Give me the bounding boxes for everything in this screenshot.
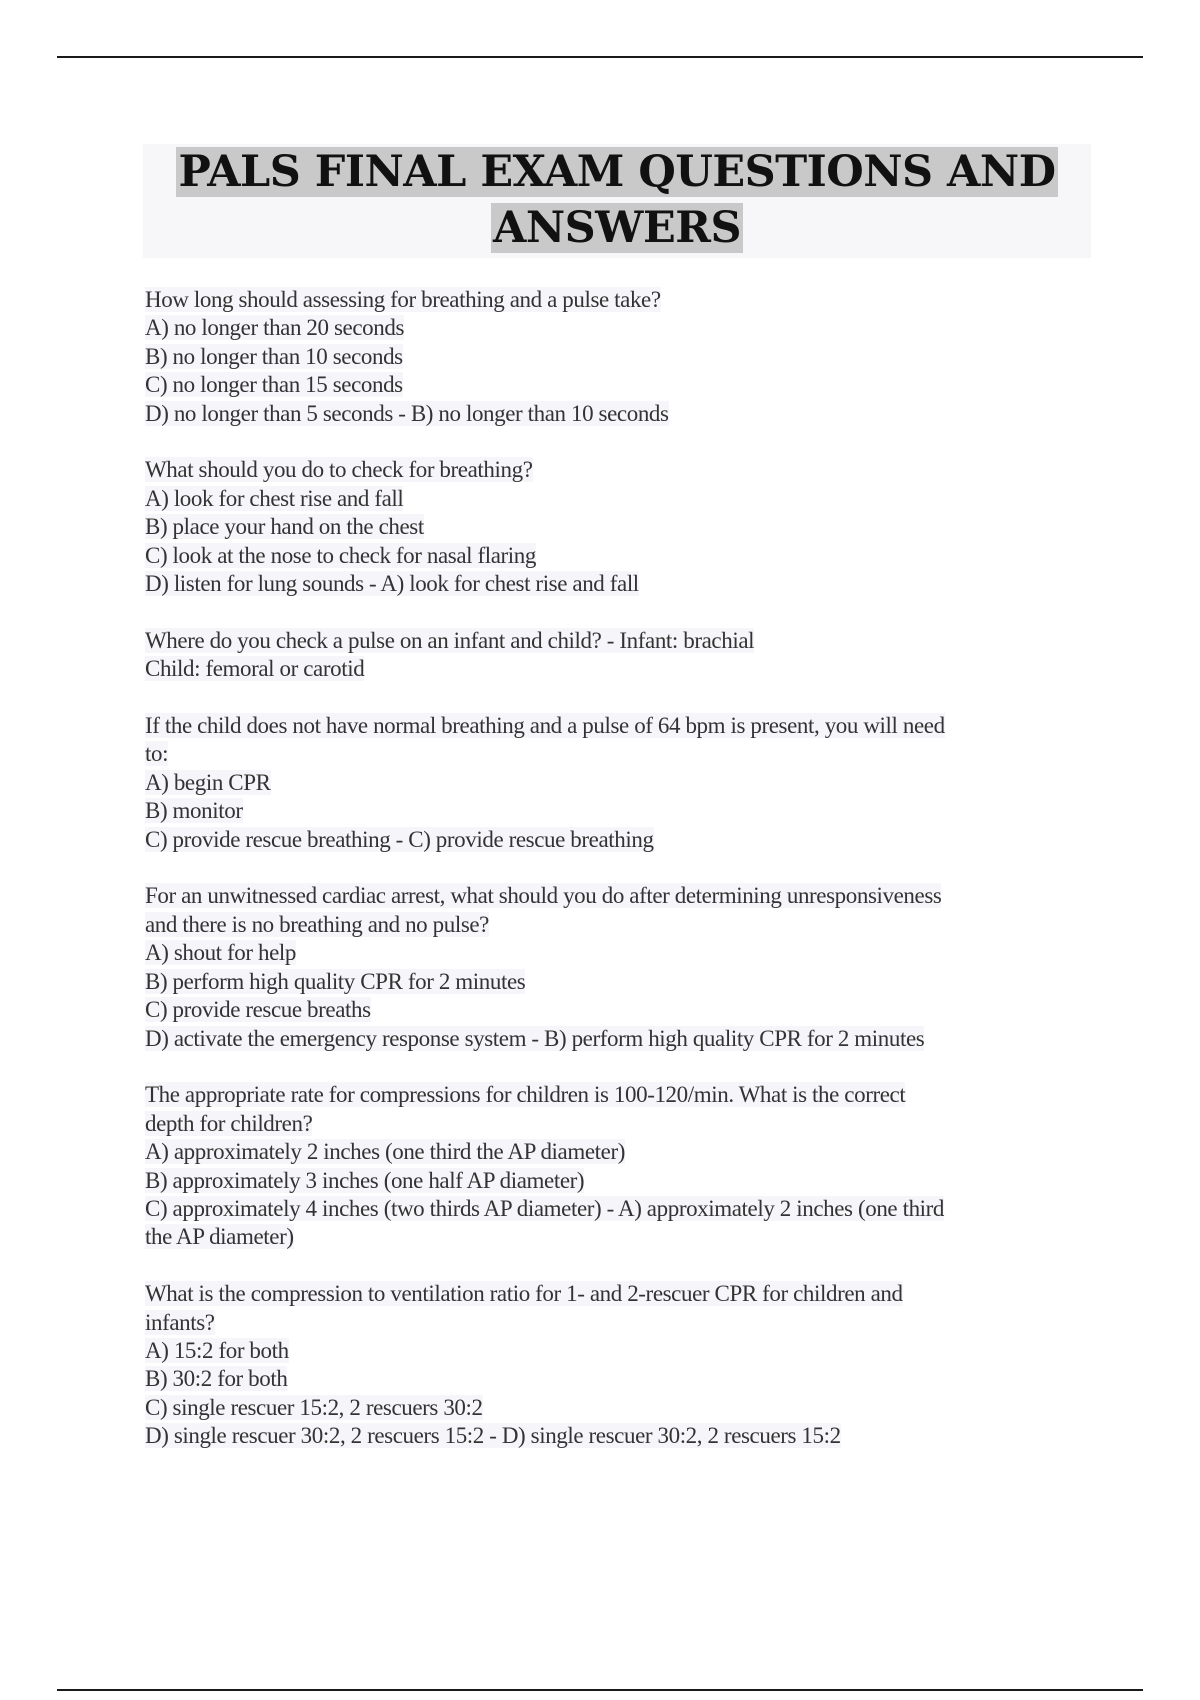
question-line bbox=[145, 1167, 1095, 1195]
line-text: C) single rescuer 15:2, 2 rescuers 30:2 bbox=[145, 1394, 483, 1420]
question-text bbox=[145, 1081, 1095, 1109]
line-text: Where do you check a pulse on an infant and child? - Infant: brachial bbox=[145, 627, 755, 653]
line-text: B) no longer than 10 seconds bbox=[145, 343, 403, 369]
line-text: to: bbox=[145, 741, 169, 767]
question-text bbox=[145, 627, 1095, 655]
line-text: For an unwitnessed cardiac arrest, what should you do after determining unresponsiveness bbox=[145, 883, 942, 909]
question-text bbox=[145, 712, 1095, 740]
question-block bbox=[145, 1081, 1095, 1251]
line-text: B) approximately 3 inches (one half AP diameter) bbox=[145, 1167, 585, 1193]
line-text: infants? bbox=[145, 1309, 215, 1335]
question-text bbox=[145, 882, 1095, 910]
question-line bbox=[145, 968, 1095, 996]
question-block bbox=[145, 456, 1095, 598]
question-block bbox=[145, 712, 1095, 854]
question-line bbox=[145, 740, 1095, 768]
line-text: If the child does not have normal breathing and a pulse of 64 bpm is present, you will need bbox=[145, 713, 945, 739]
line-text: D) no longer than 5 seconds - B) no longer than 10 seconds bbox=[145, 400, 669, 426]
line-text: A) approximately 2 inches (one third the AP diameter) bbox=[145, 1139, 625, 1165]
line-text: How long should assessing for breathing and a pulse take? bbox=[145, 287, 661, 312]
question-block bbox=[145, 286, 1095, 428]
document-title bbox=[143, 144, 1091, 256]
question-line bbox=[145, 400, 1095, 428]
line-text: A) begin CPR bbox=[145, 769, 271, 795]
title-line-2: ANSWERS bbox=[492, 203, 742, 253]
header-rule bbox=[57, 56, 1143, 58]
line-text: C) provide rescue breaths bbox=[145, 997, 371, 1023]
line-text: A) shout for help bbox=[145, 940, 296, 966]
question-line bbox=[145, 570, 1095, 598]
line-text: A) look for chest rise and fall bbox=[145, 485, 404, 511]
question-line bbox=[145, 371, 1095, 399]
question-line bbox=[145, 1138, 1095, 1166]
question-line bbox=[145, 1309, 1095, 1337]
question-line bbox=[145, 1110, 1095, 1138]
question-line bbox=[145, 1365, 1095, 1393]
footer-rule bbox=[57, 1689, 1143, 1691]
question-text bbox=[145, 456, 1095, 484]
question-line bbox=[145, 1223, 1095, 1251]
question-line bbox=[145, 996, 1095, 1024]
line-text: C) look at the nose to check for nasal flaring bbox=[145, 542, 536, 568]
line-text: A) no longer than 20 seconds bbox=[145, 315, 404, 341]
question-line bbox=[145, 939, 1095, 967]
question-line bbox=[145, 1025, 1095, 1053]
line-text: C) approximately 4 inches (two thirds AP diameter) - A) approximately 2 inches (one third bbox=[145, 1195, 945, 1221]
line-text: D) listen for lung sounds - A) look for chest rise and fall bbox=[145, 571, 639, 597]
question-line bbox=[145, 314, 1095, 342]
question-block bbox=[145, 1280, 1095, 1450]
line-text: What is the compression to ventilation ratio for 1- and 2-rescuer CPR for children and bbox=[145, 1281, 903, 1307]
line-text: Child: femoral or carotid bbox=[145, 656, 365, 682]
line-text: What should you do to check for breathing? bbox=[145, 457, 533, 483]
line-text: D) activate the emergency response system - B) perform high quality CPR for 2 minutes bbox=[145, 1025, 925, 1051]
question-line bbox=[145, 1394, 1095, 1422]
question-line bbox=[145, 826, 1095, 854]
title-block bbox=[143, 144, 1091, 258]
line-text: C) provide rescue breathing - C) provide rescue breathing bbox=[145, 826, 654, 852]
question-block bbox=[145, 882, 1095, 1052]
line-text: B) perform high quality CPR for 2 minutes bbox=[145, 968, 526, 994]
question-line bbox=[145, 1422, 1095, 1450]
question-list bbox=[145, 286, 1095, 1479]
question-line bbox=[145, 485, 1095, 513]
title-line-1: PALS FINAL EXAM QUESTIONS AND bbox=[178, 147, 1056, 197]
line-text: D) single rescuer 30:2, 2 rescuers 15:2 - D) single rescuer 30:2, 2 rescuers 15:2 bbox=[145, 1423, 841, 1449]
line-text: B) 30:2 for both bbox=[145, 1366, 288, 1392]
question-line bbox=[145, 655, 1095, 683]
question-text bbox=[145, 1280, 1095, 1308]
line-text: The appropriate rate for compressions for children is 100-120/min. What is the correct bbox=[145, 1082, 906, 1108]
question-line bbox=[145, 1337, 1095, 1365]
line-text: the AP diameter) bbox=[145, 1224, 294, 1250]
question-line bbox=[145, 513, 1095, 541]
question-line bbox=[145, 542, 1095, 570]
line-text: depth for children? bbox=[145, 1110, 313, 1136]
question-text bbox=[145, 286, 1095, 314]
question-line bbox=[145, 769, 1095, 797]
question-block bbox=[145, 627, 1095, 684]
line-text: A) 15:2 for both bbox=[145, 1337, 289, 1363]
question-line bbox=[145, 911, 1095, 939]
question-line bbox=[145, 343, 1095, 371]
question-line bbox=[145, 1195, 1095, 1223]
line-text: B) monitor bbox=[145, 798, 243, 824]
line-text: and there is no breathing and no pulse? bbox=[145, 911, 489, 937]
line-text: B) place your hand on the chest bbox=[145, 514, 424, 540]
line-text: C) no longer than 15 seconds bbox=[145, 372, 403, 398]
question-line bbox=[145, 797, 1095, 825]
